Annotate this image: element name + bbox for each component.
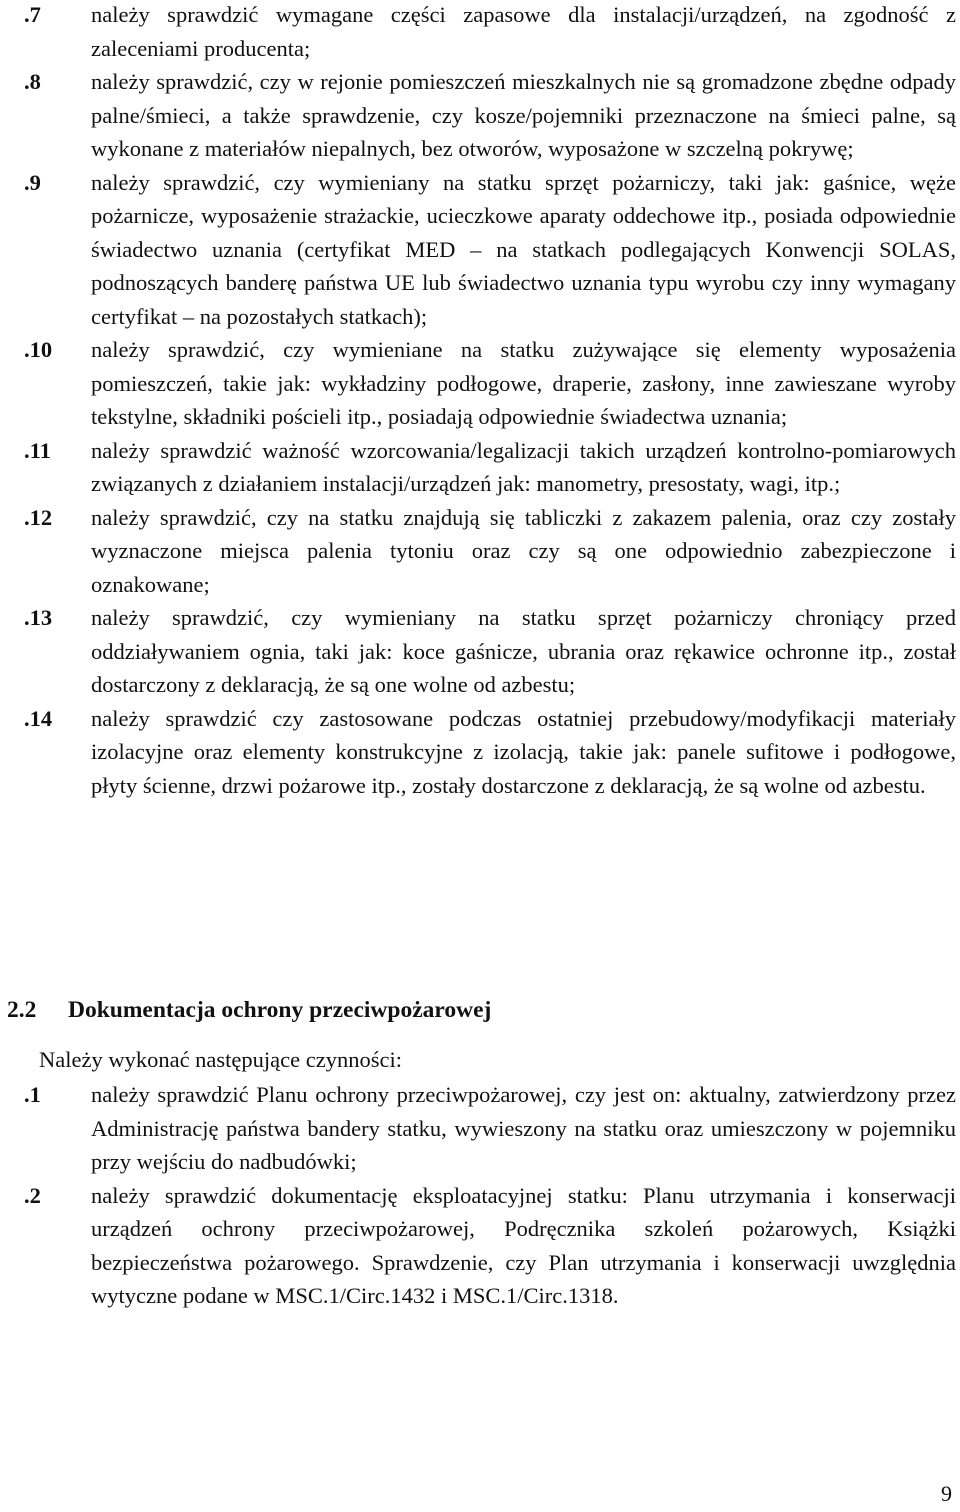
section-intro: Należy wykonać następujące czynności: [39, 1047, 402, 1072]
list-item-number: .14 [24, 705, 53, 731]
list-item-text: należy sprawdzić, czy na statku znajdują się tabliczki z zakazem palenia, oraz czy zostały wyznaczone miejsca palenia tytoniu oraz czy są one odpowiednio zabezpieczone i oznakowane; [91, 504, 956, 597]
list-item-text: należy sprawdzić, czy wymieniany na statku sprzęt pożarniczy, taki jak: gaśnice, węże pożarnicze, wyposażenie strażackie, ucieczkowe aparaty oddechowe itp., posiada odpowiednie świadectwo uznania (certyfikat MED – na statkach podlegających Konwencji SOLAS, podnoszących banderę państwa UE lub świadectwo uznania typu wyrobu czy inny wymagany certyfikat – na pozostałych statkach); [91, 169, 956, 329]
section-number: 2.2 [7, 997, 37, 1023]
documentation-list [0, 1078, 960, 1313]
list-item [0, 0, 960, 65]
list-item-number: .8 [24, 69, 41, 94]
list-item [0, 1179, 960, 1313]
list-item-number: .10 [24, 337, 53, 362]
list-item-number: .9 [24, 169, 41, 195]
list-item-text: należy sprawdzić, czy wymieniany na statku sprzęt pożarniczy chroniący przed oddziaływaniem ognia, taki jak: koce gaśnicze, ubrania oraz rękawice ochronne itp., został dostarczony z deklaracją, że są one wolne od azbestu; [91, 605, 956, 697]
list-item-text: należy sprawdzić ważność wzorcowania/legalizacji takich urządzeń kontrolno-pomiarowych związanych z działaniem instalacji/urządzeń jak: manometry, presostaty, wagi, itp.; [91, 437, 956, 496]
list-item-text: należy sprawdzić Planu ochrony przeciwpożarowej, czy jest on: aktualny, zatwierdzony przez Administrację państwa bandery statku, wywieszony na statku oraz umieszczony w pojemniku przy wejściu do nadbudówki; [91, 1082, 956, 1174]
list-item-number: .11 [24, 437, 51, 463]
list-item-text: należy sprawdzić dokumentację eksploatacyjnej statku: Planu utrzymania i konserwacji urządzeń ochrony przeciwpożarowej, Podręcznika szkoleń pożarowych, Książki bezpieczeństwa pożarowego. Sprawdzenie, czy Plan utrzymania i konserwacji uwzględnia wytyczne podane w MSC.1/Circ.1432 i MSC.1/Circ.1318. [91, 1182, 956, 1308]
list-item-number: .12 [24, 504, 53, 530]
list-item-text: należy sprawdzić, czy w rejonie pomieszczeń mieszkalnych nie są gromadzone zbędne odpady palne/śmieci, a także sprawdzenie, czy kosze/pojemniki przeznaczone na śmieci palne, są wykonane z materiałów niepalnych, bez otworów, wyposażone w szczelną pokrywę; [91, 69, 956, 161]
list-item-text: należy sprawdzić czy zastosowane podczas ostatniej przebudowy/modyfikacji materiały izolacyjne oraz elementy konstrukcyjne z izolacją, takie jak: panele sufitowe i podłogowe, płyty ścienne, drzwi pożarowe itp., zostały dostarczone z deklaracją, że są wolne od azbestu. [91, 705, 956, 798]
list-item [0, 65, 960, 166]
list-item [0, 434, 960, 501]
list-item [0, 333, 960, 434]
list-item [0, 1078, 960, 1179]
list-item [0, 601, 960, 702]
list-item [0, 501, 960, 602]
section-title: Dokumentacja ochrony przeciwpożarowej [68, 997, 492, 1023]
list-item [0, 702, 960, 803]
list-item-text: należy sprawdzić wymagane części zapasowe dla instalacji/urządzeń, na zgodność z zaleceniami producenta; [91, 2, 956, 61]
list-item-number: .7 [24, 2, 41, 27]
list-item-number: .1 [24, 1082, 41, 1107]
list-item [0, 166, 960, 334]
list-item-number: .13 [24, 605, 53, 630]
list-item-number: .2 [24, 1182, 41, 1208]
page-number: 9 [941, 1481, 952, 1506]
list-item-text: należy sprawdzić, czy wymieniane na statku zużywające się elementy wyposażenia pomieszczeń, takie jak: wykładziny podłogowe, draperie, zasłony, inne zawieszane wyroby tekstylne, składniki pościeli itp., posiadają odpowiednie świadectwa uznania; [91, 337, 956, 429]
